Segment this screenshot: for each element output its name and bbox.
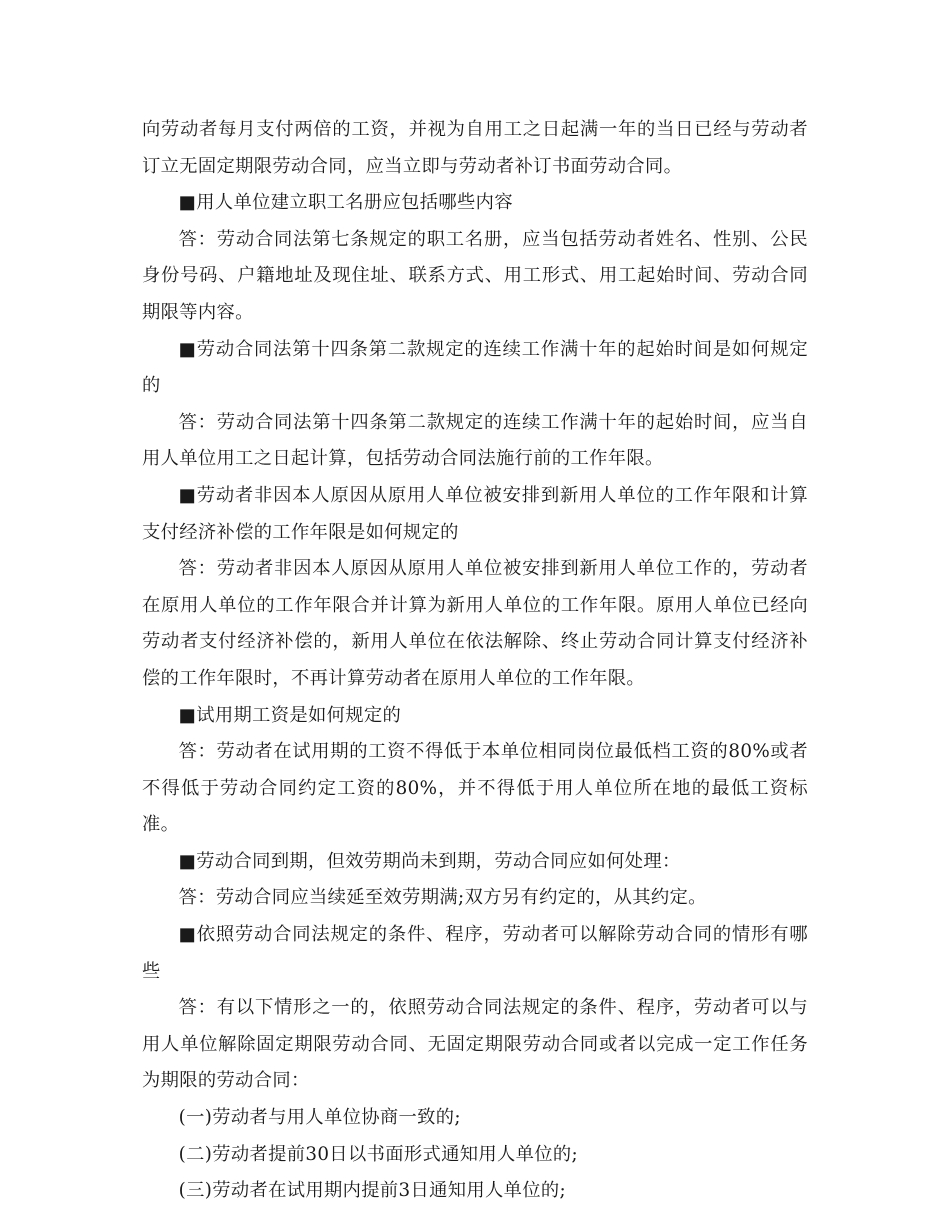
paragraph-continuation: 向劳动者每月支付两倍的工资，并视为自用工之日起满一年的当日已经与劳动者订立无固定期限劳动合同，应当立即与劳动者补订书面劳动合同。 [142,119,808,177]
list-item: (一)劳动者与用人单位协商一致的; [178,1107,461,1129]
answer-paragraph: 答：劳动合同法第十四条第二款规定的连续工作满十年的起始时间，应当自用人单位用工之日起计算，包括劳动合同法施行前的工作年限。 [142,411,808,470]
document-body [142,112,808,1210]
question-heading: ■用人单位建立职工名册应包括哪些内容 [178,192,513,214]
answer-paragraph: 答：劳动合同法第七条规定的职工名册，应当包括劳动者姓名、性别、公民身份号码、户籍地址及现住址、联系方式、用工形式、用工起始时间、劳动合同期限等内容。 [142,228,808,323]
list-item: (三)劳动者在试用期内提前3日通知用人单位的; [178,1180,567,1202]
answer-paragraph: 答：有以下情形之一的，依照劳动合同法规定的条件、程序，劳动者可以与用人单位解除固定期限劳动合同、无固定期限劳动合同或者以完成一定工作任务为期限的劳动合同： [142,997,808,1092]
question-heading: ■劳动合同到期，但效劳期尚未到期，劳动合同应如何处理： [178,850,681,872]
question-heading: ■试用期工资是如何规定的 [178,704,402,726]
question-heading: ■依照劳动合同法规定的条件、程序，劳动者可以解除劳动合同的情形有哪些 [142,924,808,982]
answer-paragraph: 答：劳动者在试用期的工资不得低于本单位相同岗位最低档工资的80%或者不得低于劳动合同约定工资的80%，并不得低于用人单位所在地的最低工资标准。 [142,741,808,836]
answer-paragraph: 答：劳动者非因本人原因从原用人单位被安排到新用人单位工作的，劳动者在原用人单位的工作年限合并计算为新用人单位的工作年限。原用人单位已经向劳动者支付经济补偿的，新用人单位在依法解除、终止劳动合同计算支付经济补偿的工作年限时，不再计算劳动者在原用人单位的工作年限。 [142,558,808,689]
question-heading: ■劳动者非因本人原因从原用人单位被安排到新用人单位的工作年限和计算支付经济补偿的工作年限是如何规定的 [142,484,808,543]
list-item: (二)劳动者提前30日以书面形式通知用人单位的; [178,1143,579,1165]
question-heading: ■劳动合同法第十四条第二款规定的连续工作满十年的起始时间是如何规定的 [142,338,808,397]
answer-paragraph: 答：劳动合同应当续延至效劳期满;双方另有约定的，从其约定。 [178,887,707,909]
